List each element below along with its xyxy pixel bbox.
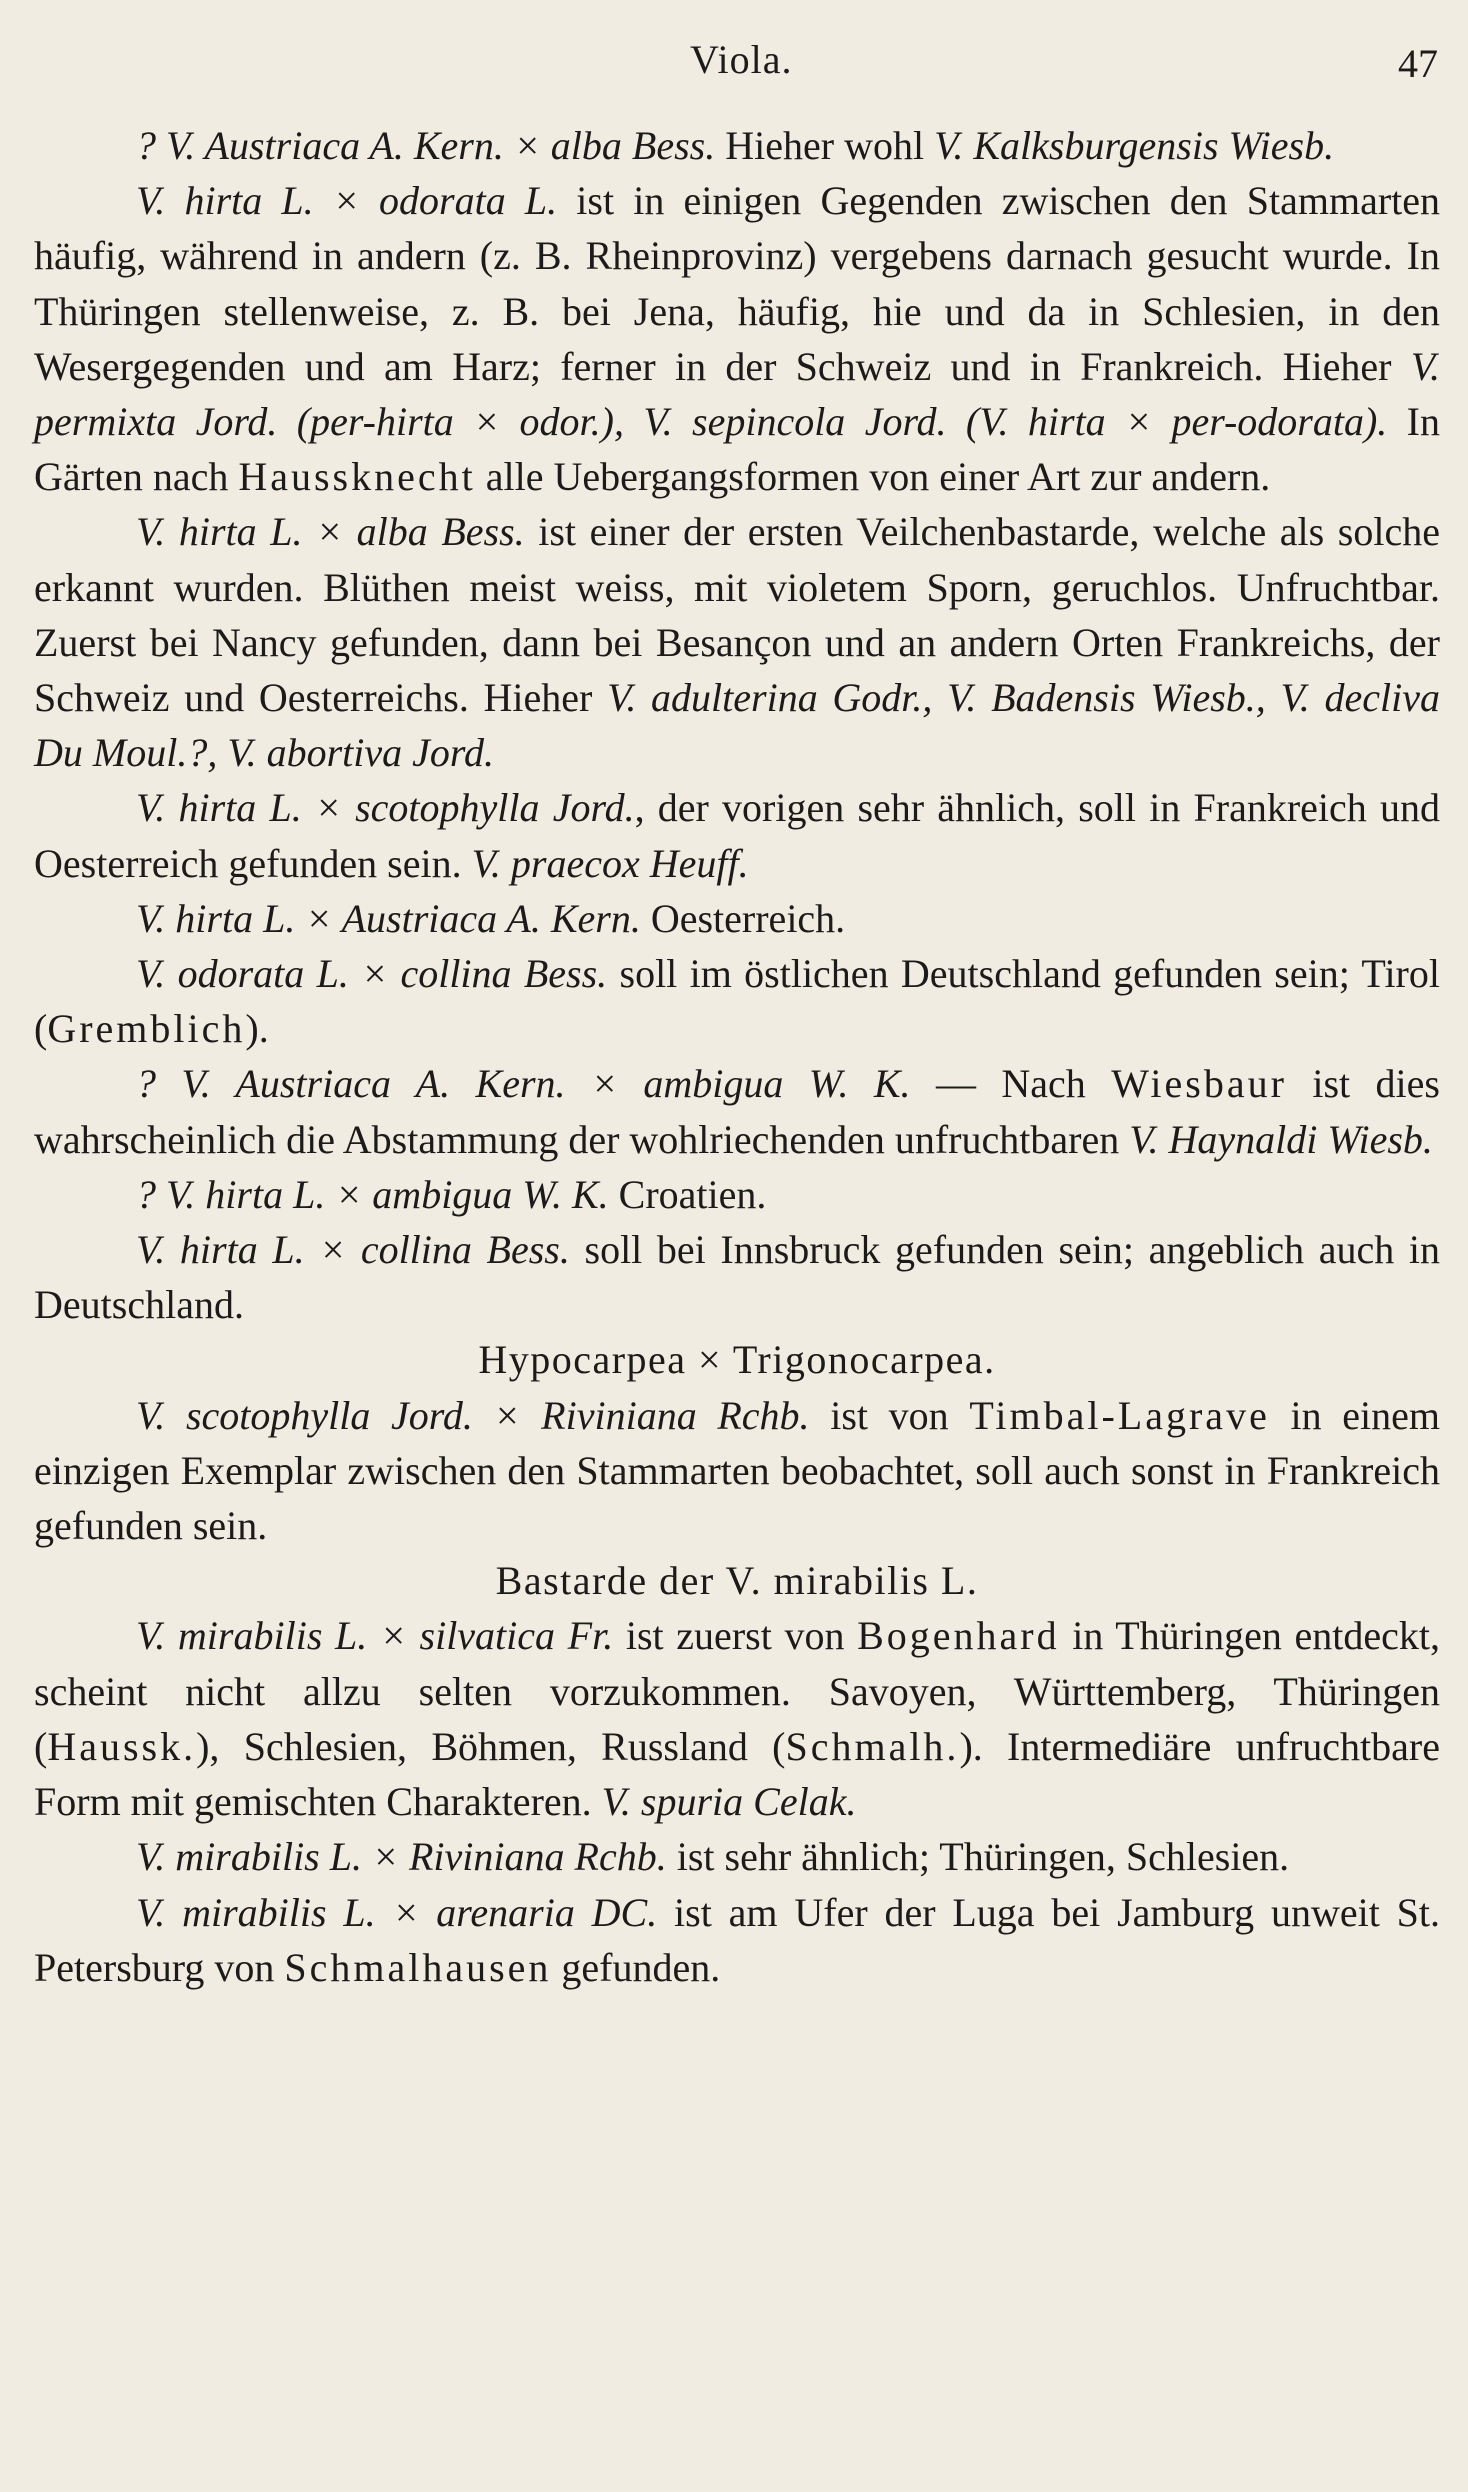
taxon-name: V. hirta L. × odorata L. [136, 178, 558, 224]
text-run: — Nach [910, 1061, 1112, 1107]
taxon-name: V. hirta L. × alba Bess. [136, 509, 525, 555]
taxon-name: V. hirta L. × Austriaca A. Kern. [136, 895, 641, 941]
text-run: ist sehr ähnlich; Thüringen, Schlesien. [666, 1834, 1290, 1880]
text-run: Hypocarpea × Trigonocarpea. [478, 1337, 996, 1383]
text-run: soll bei Innsbruck gefunden sein; angeblich auch in Deutschland. [34, 1227, 1440, 1328]
taxon-name: ? V. Austriaca A. Kern. × alba Bess. [136, 123, 716, 168]
taxon-name: V. hirta L. × scotophylla Jord. [136, 785, 635, 831]
taxon-name: V. permixta Jord. (per-hirta × odor.), V. sepincola Jord. (V. hirta × per-odorata). [34, 343, 1440, 445]
taxon-name: V. hirta L. × collina Bess. [136, 1227, 570, 1273]
taxon-name: V. Haynaldi Wiesb. [1129, 1116, 1433, 1162]
running-title: Viola. [690, 37, 793, 82]
taxon-name: V. mirabilis L. × Riviniana Rchb. [136, 1834, 667, 1880]
text-run: Croatien. [608, 1171, 767, 1217]
paragraph [34, 1222, 1440, 1332]
text-run: Hieher wohl [715, 123, 935, 168]
paragraph [34, 1885, 1440, 1995]
taxon-name: V. spuria Celak. [601, 1779, 857, 1825]
author-name: Timbal-Lagrave [969, 1392, 1270, 1438]
taxon-name: V. mirabilis L. × arenaria DC. [136, 1889, 658, 1935]
body-text [34, 118, 1440, 1995]
author-name: Gremblich [47, 1006, 246, 1052]
paragraph [34, 118, 1440, 173]
taxon-name: V. praecox Heuff. [471, 840, 749, 886]
text-run: Oesterreich. [640, 895, 846, 941]
text-run: ist am Ufer der Luga bei Jamburg unweit St. Petersburg von [34, 1889, 1440, 1990]
text-run: ). Intermediäre unfruchtbare Form mit gemischten Charakteren. [34, 1723, 1440, 1825]
text-run: ), Schlesien, Böhmen, Russland ( [196, 1723, 786, 1769]
text-run: gefunden. [551, 1944, 721, 1990]
text-run: alle Uebergangsformen von einer Art zur andern. [475, 454, 1271, 500]
text-run: ist in einigen Gegenden zwischen den Stammarten häufig, während in andern (z. B. Rheinprovinz) vergebens darnach gesucht wurde. In Thüringen stellenweise, z. B. bei Jena, häufig, hie und da in Schlesien, in den Wesergegenden und am Harz; ferner in der Schweiz und in Frankreich. Hieher [34, 178, 1441, 389]
taxon-name: ? V. hirta L. × ambigua W. K. [136, 1171, 609, 1217]
text-run: ). [245, 1006, 269, 1052]
paragraph [34, 1608, 1440, 1829]
text-run: soll im östlichen Deutschland gefunden sein; Tirol ( [34, 951, 1440, 1052]
text-run: in einem einzigen Exemplar zwischen den Stammarten beobachtet, soll auch sonst in Frankreich gefunden sein. [34, 1392, 1441, 1549]
text-run: ist dies wahrscheinlich die Abstammung der wohlriechenden unfruchtbaren [34, 1061, 1440, 1162]
text-run: ist einer der ersten Veilchenbastarde, welche als solche erkannt wurden. Blüthen meist weiss, mit violetem Sporn, geruchlos. Unfruchtbar. Zuerst bei Nancy gefunden, dann bei Besançon und an andern Orten Frankreichs, der Schweiz und Oesterreichs. Hieher [34, 509, 1440, 721]
section-heading [34, 1553, 1440, 1608]
paragraph [34, 1167, 1440, 1222]
taxon-name: V. mirabilis L. × silvatica Fr. [136, 1613, 614, 1659]
taxon-name: V. odorata L. × collina Bess. [136, 951, 608, 997]
text-run: , der vorigen sehr ähnlich, soll in Frankreich und Oesterreich gefunden sein. [34, 785, 1440, 886]
paragraph [34, 1056, 1440, 1166]
paragraph [34, 780, 1440, 890]
author-name: Wiesbaur [1111, 1061, 1287, 1107]
taxon-name: ? V. Austriaca A. Kern. × ambigua W. K. [136, 1061, 911, 1107]
text-run: ist von [809, 1392, 970, 1438]
author-name: Haussk. [47, 1723, 197, 1769]
paragraph [34, 891, 1440, 946]
page-header [0, 30, 1468, 90]
author-name: Bogenhard [857, 1613, 1060, 1659]
paragraph [34, 1829, 1440, 1884]
author-name: Schmalh. [785, 1723, 960, 1769]
text-run: in Thüringen entdeckt, scheint nicht allzu selten vorzukommen. Savoyen, Württemberg, Thüringen ( [34, 1613, 1440, 1769]
author-name: Haussknecht [238, 454, 476, 500]
author-name: Schmalhausen [284, 1944, 552, 1990]
paragraph [34, 946, 1440, 1056]
taxon-name: V. Kalksburgensis Wiesb. [934, 123, 1335, 168]
paragraph [34, 1388, 1440, 1554]
taxon-name: V. scotophylla Jord. × Riviniana Rchb. [136, 1392, 810, 1438]
text-run: ist zuerst von [613, 1613, 858, 1659]
paragraph [34, 173, 1440, 504]
text-run: Bastarde der V. mirabilis L. [495, 1558, 979, 1604]
taxon-name: V. adulterina Godr., V. Badensis Wiesb., V. decliva Du Moul.?, V. abortiva Jord. [34, 675, 1440, 776]
section-heading [34, 1332, 1440, 1387]
paragraph [34, 504, 1440, 780]
page-number: 47 [1398, 41, 1438, 86]
text-run: In Gärten nach [34, 399, 1441, 500]
